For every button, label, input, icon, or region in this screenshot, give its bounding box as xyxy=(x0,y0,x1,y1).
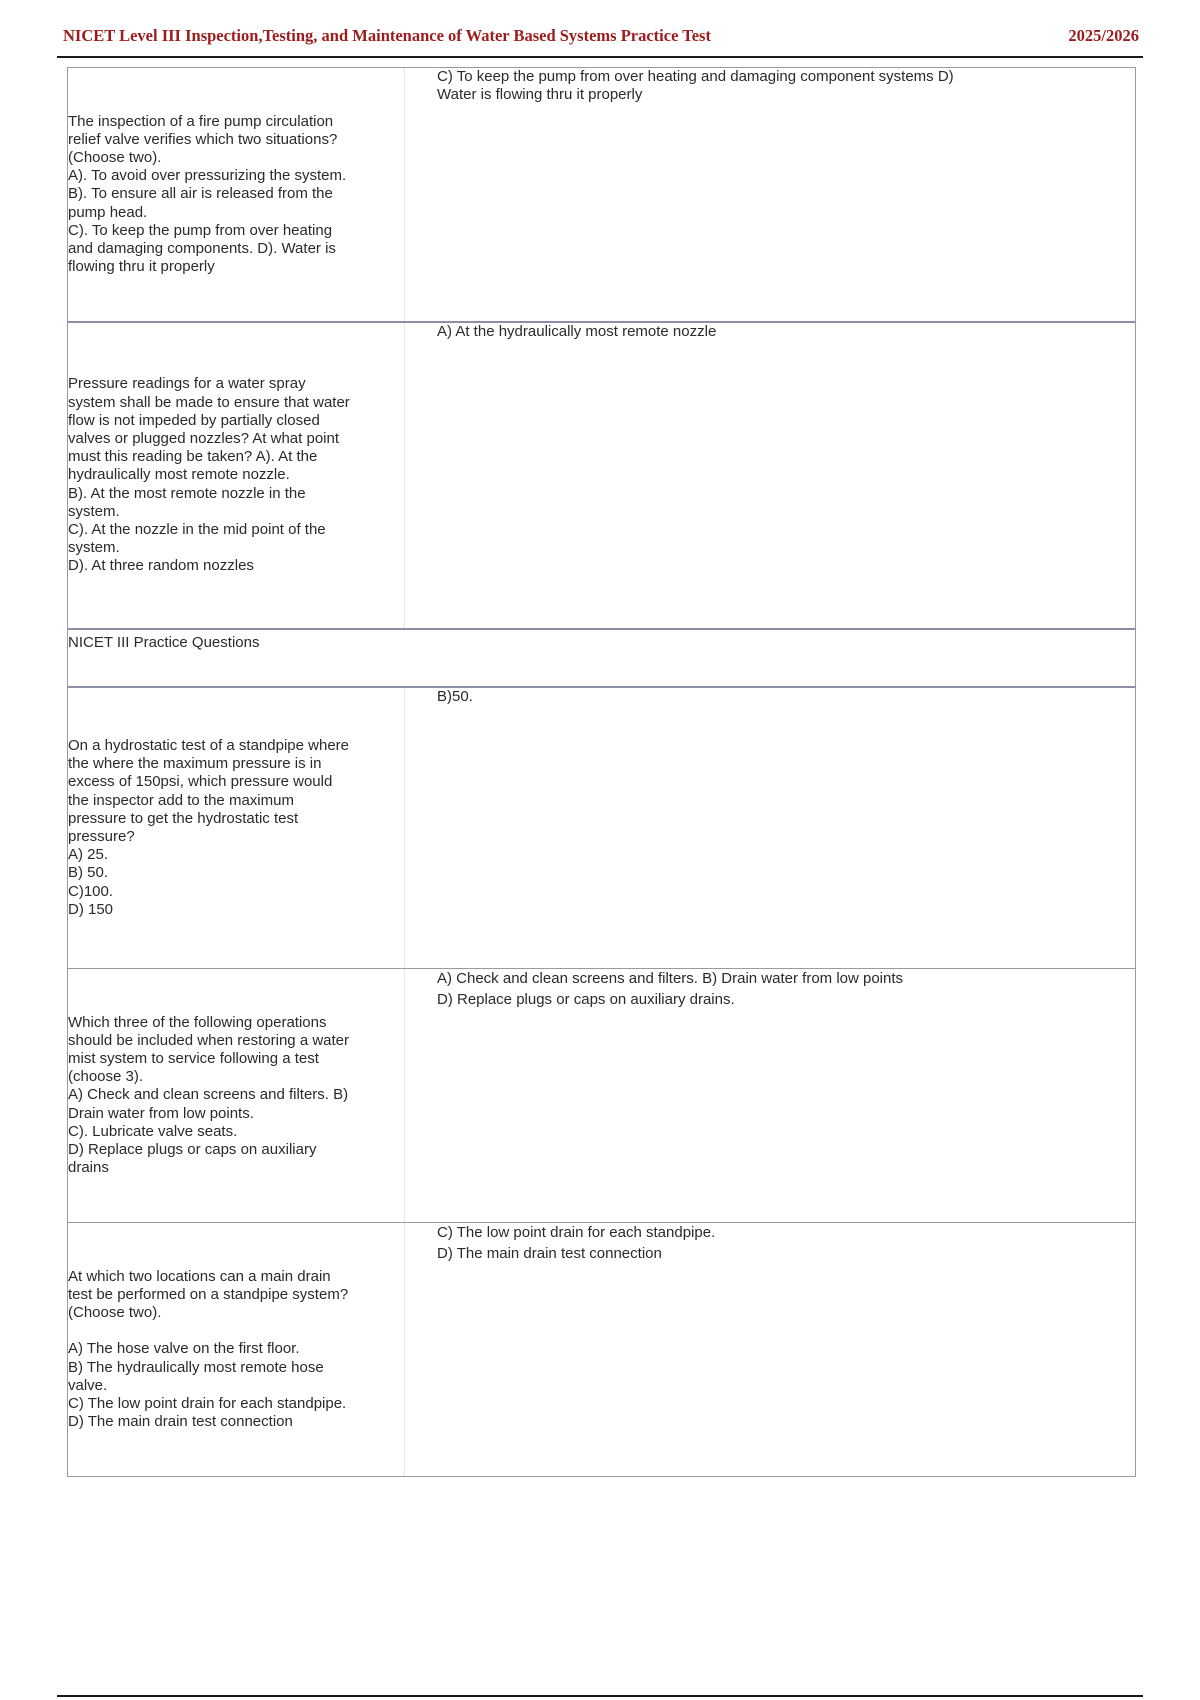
answer-cell: A) At the hydraulically most remote nozzle xyxy=(437,323,717,340)
page-header xyxy=(57,24,1143,58)
answer-cell: C) To keep the pump from over heating and damaging component systems D) Water is flowing thru it properly xyxy=(437,68,954,104)
document-title: NICET Level III Inspection,Testing, and Maintenance of Water Based Systems Practice Test xyxy=(63,26,711,45)
qa-row xyxy=(68,1222,1135,1476)
footer-rule xyxy=(57,1695,1143,1697)
document-year: 2025/2026 xyxy=(1068,26,1139,45)
section-heading: NICET III Practice Questions xyxy=(68,634,260,651)
answer-cell: C) The low point drain for each standpipe. D) The main drain test connection xyxy=(437,1224,716,1262)
qa-table xyxy=(67,67,1136,1477)
question-cell: On a hydrostatic test of a standpipe where the where the maximum pressure is in excess of 150psi, which pressure would the inspector add to the maximum pressure to get the hydrostatic test pressure? A) 25. B) 50. C)100. D) 150 xyxy=(68,736,349,918)
qa-row xyxy=(68,68,1135,321)
question-cell: Which three of the following operations should be included when restoring a water mist system to service following a test (choose 3). A) Check and clean screens and filters. B) Drain water from low points. C). Lubricate valve seats. D) Replace plugs or caps on auxiliary drains xyxy=(68,1013,350,1177)
question-cell: The inspection of a fire pump circulation relief valve verifies which two situations? (Choose two). A). To avoid over pressurizing the system. B). To ensure all air is released from the pump head. C). To keep the pump from over heating and damaging components. D). Water is flowing thru it properly xyxy=(68,112,347,276)
section-heading-row xyxy=(68,628,1135,686)
question-cell: At which two locations can a main drain test be performed on a standpipe system? (Choose two). A) The hose valve on the first floor. B) The hydraulically most remote hose valve. C) The low point drain for each standpipe. D) The main drain test connection xyxy=(68,1267,349,1431)
question-cell: Pressure readings for a water spray system shall be made to ensure that water flow is not impeded by partially closed valves or plugged nozzles? At what point must this reading be taken? A). At the hydraulically most remote nozzle. B). At the most remote nozzle in the system. C). At the nozzle in the mid point of the system. D). At three random nozzles xyxy=(68,375,350,575)
answer-cell: A) Check and clean screens and filters. B) Drain water from low points D) Replace plugs or caps on auxiliary drains. xyxy=(437,970,904,1008)
qa-row xyxy=(68,968,1135,1222)
answer-cell: B)50. xyxy=(437,688,473,705)
qa-row xyxy=(68,686,1135,968)
qa-row xyxy=(68,321,1135,628)
